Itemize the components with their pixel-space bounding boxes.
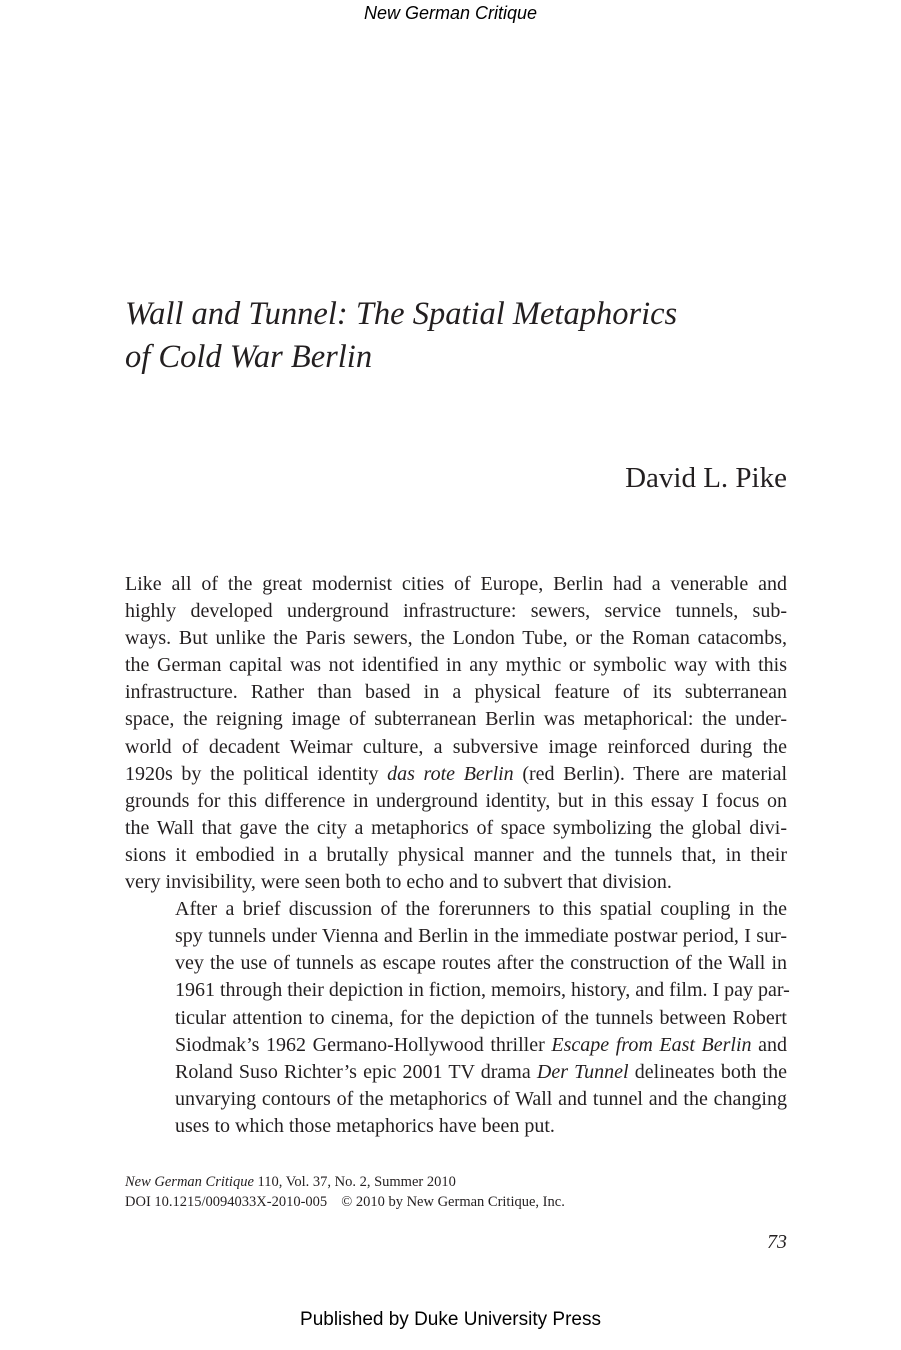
text-run: (red Berlin). There are material xyxy=(513,762,787,785)
title-line: Wall and Tunnel: The Spatial Metaphorics xyxy=(125,296,678,332)
journal-name: New German Critique xyxy=(125,1174,254,1190)
page-number: 73 xyxy=(767,1231,787,1253)
article-title xyxy=(125,293,787,379)
issue-info: 110, Vol. 37, No. 2, Summer 2010 xyxy=(253,1174,456,1190)
italic-phrase: das rote Berlin xyxy=(387,762,514,785)
text-line: world of decadent Weimar culture, a subversive image reinforced during the xyxy=(125,735,787,758)
text-line xyxy=(125,761,787,788)
text-line: ways. But unlike the Paris sewers, the London Tube, or the Roman catacombs, xyxy=(125,627,787,650)
text-line: ticular attention to cinema, for the depiction of the tunnels between Robert xyxy=(175,1006,787,1029)
paragraph xyxy=(125,571,787,896)
text-line: After a brief discussion of the forerunners to this spatial coupling in the xyxy=(175,898,787,921)
text-line xyxy=(125,1059,787,1086)
italic-film-title: Der Tunnel xyxy=(536,1060,629,1083)
copyright: © 2010 by New German Critique, Inc. xyxy=(341,1194,565,1210)
citation-footer xyxy=(125,1172,787,1212)
paragraph xyxy=(125,896,790,1140)
running-header: New German Critique xyxy=(363,3,538,23)
text-line: the German capital was not identified in any mythic or symbolic way with this xyxy=(125,654,787,677)
text-line: Like all of the great modernist cities of Europe, Berlin had a venerable and xyxy=(125,573,787,595)
text-line: the Wall that gave the city a metaphorics of space symbolizing the global divi- xyxy=(125,816,787,839)
publisher-note: Published by Duke University Press xyxy=(300,1309,601,1330)
author-name: David L. Pike xyxy=(625,462,787,494)
article-body xyxy=(125,571,790,1140)
journal-issue-line xyxy=(125,1172,787,1192)
doi: DOI 10.1215/0094033X-2010-005 xyxy=(125,1194,328,1210)
text-line: sions it embodied in a brutally physical manner and the tunnels that, in their xyxy=(125,843,787,866)
text-line: very invisibility, were seen both to echo and to subvert that division. xyxy=(125,871,672,894)
text-run: Roland Suso Richter’s epic 2001 TV drama xyxy=(175,1060,537,1083)
text-line: 1961 through their depiction in fiction, memoirs, history, and film. I pay par- xyxy=(175,979,790,1002)
italic-film-title: Escape from East Berlin xyxy=(551,1033,752,1056)
text-line: uses to which those metaphorics have been put. xyxy=(175,1114,555,1137)
text-line: spy tunnels under Vienna and Berlin in the immediate postwar period, I sur- xyxy=(175,925,787,948)
text-run: Siodmak’s 1962 Germano-Hollywood thriller xyxy=(175,1033,552,1056)
text-line: unvarying contours of the metaphorics of Wall and tunnel and the changing xyxy=(175,1087,787,1110)
text-line: space, the reigning image of subterranean Berlin was metaphorical: the under- xyxy=(125,708,787,731)
text-run: delineates both the xyxy=(628,1060,788,1083)
doi-line xyxy=(125,1192,787,1212)
text-line: highly developed underground infrastructure: sewers, service tunnels, sub- xyxy=(125,600,787,623)
title-line: of Cold War Berlin xyxy=(125,339,373,375)
text-line: grounds for this difference in underground identity, but in this essay I focus on xyxy=(125,789,787,812)
text-line: infrastructure. Rather than based in a physical feature of its subterranean xyxy=(125,681,787,704)
text-run: 1920s by the political identity xyxy=(125,762,388,785)
text-run: and xyxy=(751,1033,787,1056)
text-line: vey the use of tunnels as escape routes after the construction of the Wall in xyxy=(175,952,787,975)
text-line xyxy=(125,1032,787,1059)
